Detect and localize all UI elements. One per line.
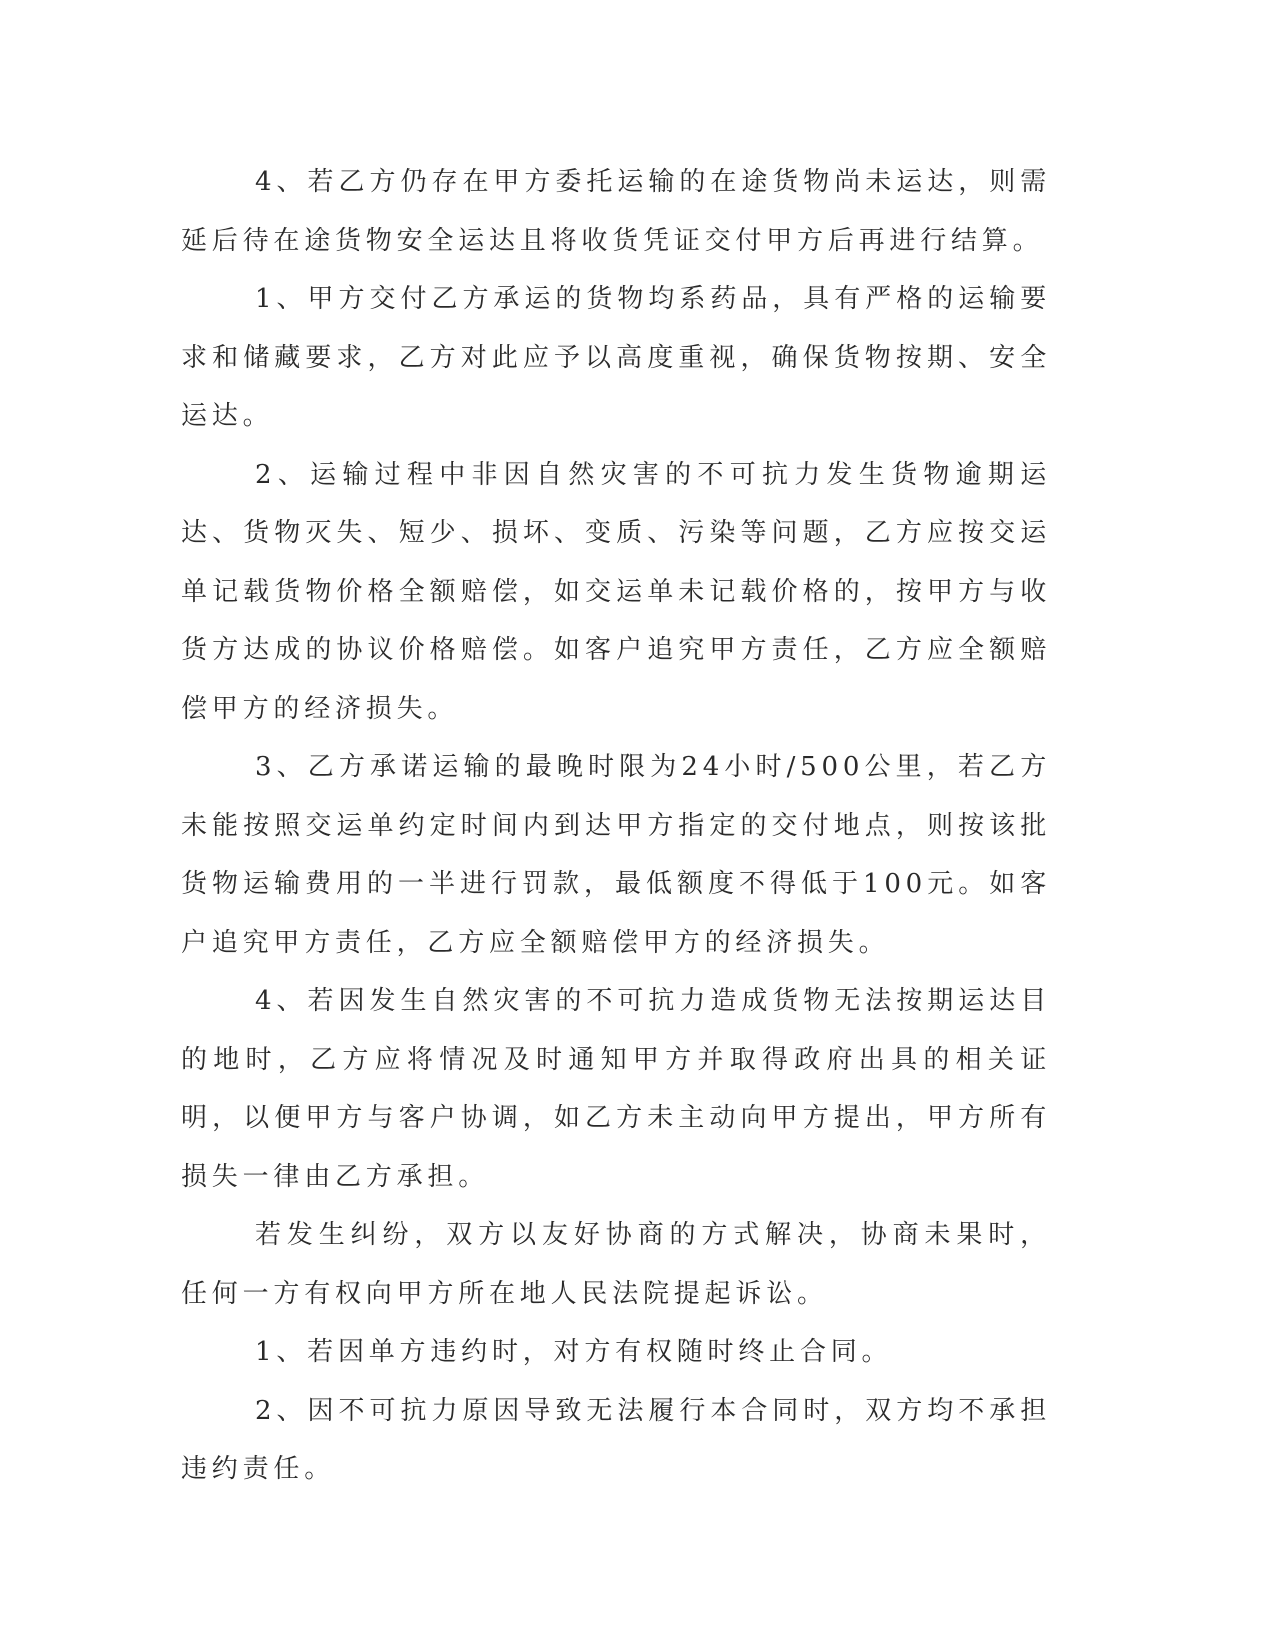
- paragraph-dispute-resolution: 若发生纠纷，双方以友好协商的方式解决，协商未果时，任何一方有权向甲方所在地人民法院提起诉讼。: [181, 1220, 1051, 1309]
- paragraph-termination: 1、若因单方违约时，对方有权随时终止合同。: [255, 1337, 893, 1367]
- paragraph-time-limit-penalty: 3、乙方承诺运输的最晚时限为24小时/500公里，若乙方未能按照交运单约定时间内到达甲方指定的交付地点，则按该批货物运输费用的一半进行罚款，最低额度不得低于100元。如客户追究甲方责任，乙方应全额赔偿甲方的经济损失。: [181, 752, 1051, 958]
- paragraph-loss-compensation: 2、运输过程中非因自然灾害的不可抗力发生货物逾期运达、货物灭失、短少、损坏、变质、污染等问题，乙方应按交运单记载货物价格全额赔偿，如交运单未记载价格的，按甲方与收货方达成的协议价格赔偿。如客户追究甲方责任，乙方应全额赔偿甲方的经济损失。: [181, 459, 1051, 724]
- paragraph-force-majeure-notice: 4、若因发生自然灾害的不可抗力造成货物无法按期运达目的地时，乙方应将情况及时通知甲方并取得政府出具的相关证明，以便甲方与客户协调，如乙方未主动向甲方提出，甲方所有损失一律由乙方承担。: [181, 986, 1051, 1192]
- paragraph-force-majeure-exemption: 2、因不可抗力原因导致无法履行本合同时，双方均不承担违约责任。: [181, 1395, 1051, 1484]
- paragraph-transport-requirements: 1、甲方交付乙方承运的货物均系药品，具有严格的运输要求和储藏要求，乙方对此应予以高度重视，确保货物按期、安全运达。: [181, 284, 1051, 431]
- paragraph-settlement-delay: 4、若乙方仍存在甲方委托运输的在途货物尚未运达，则需延后待在途货物安全运达且将收货凭证交付甲方后再进行结算。: [181, 167, 1051, 256]
- document-body: [181, 153, 1051, 1499]
